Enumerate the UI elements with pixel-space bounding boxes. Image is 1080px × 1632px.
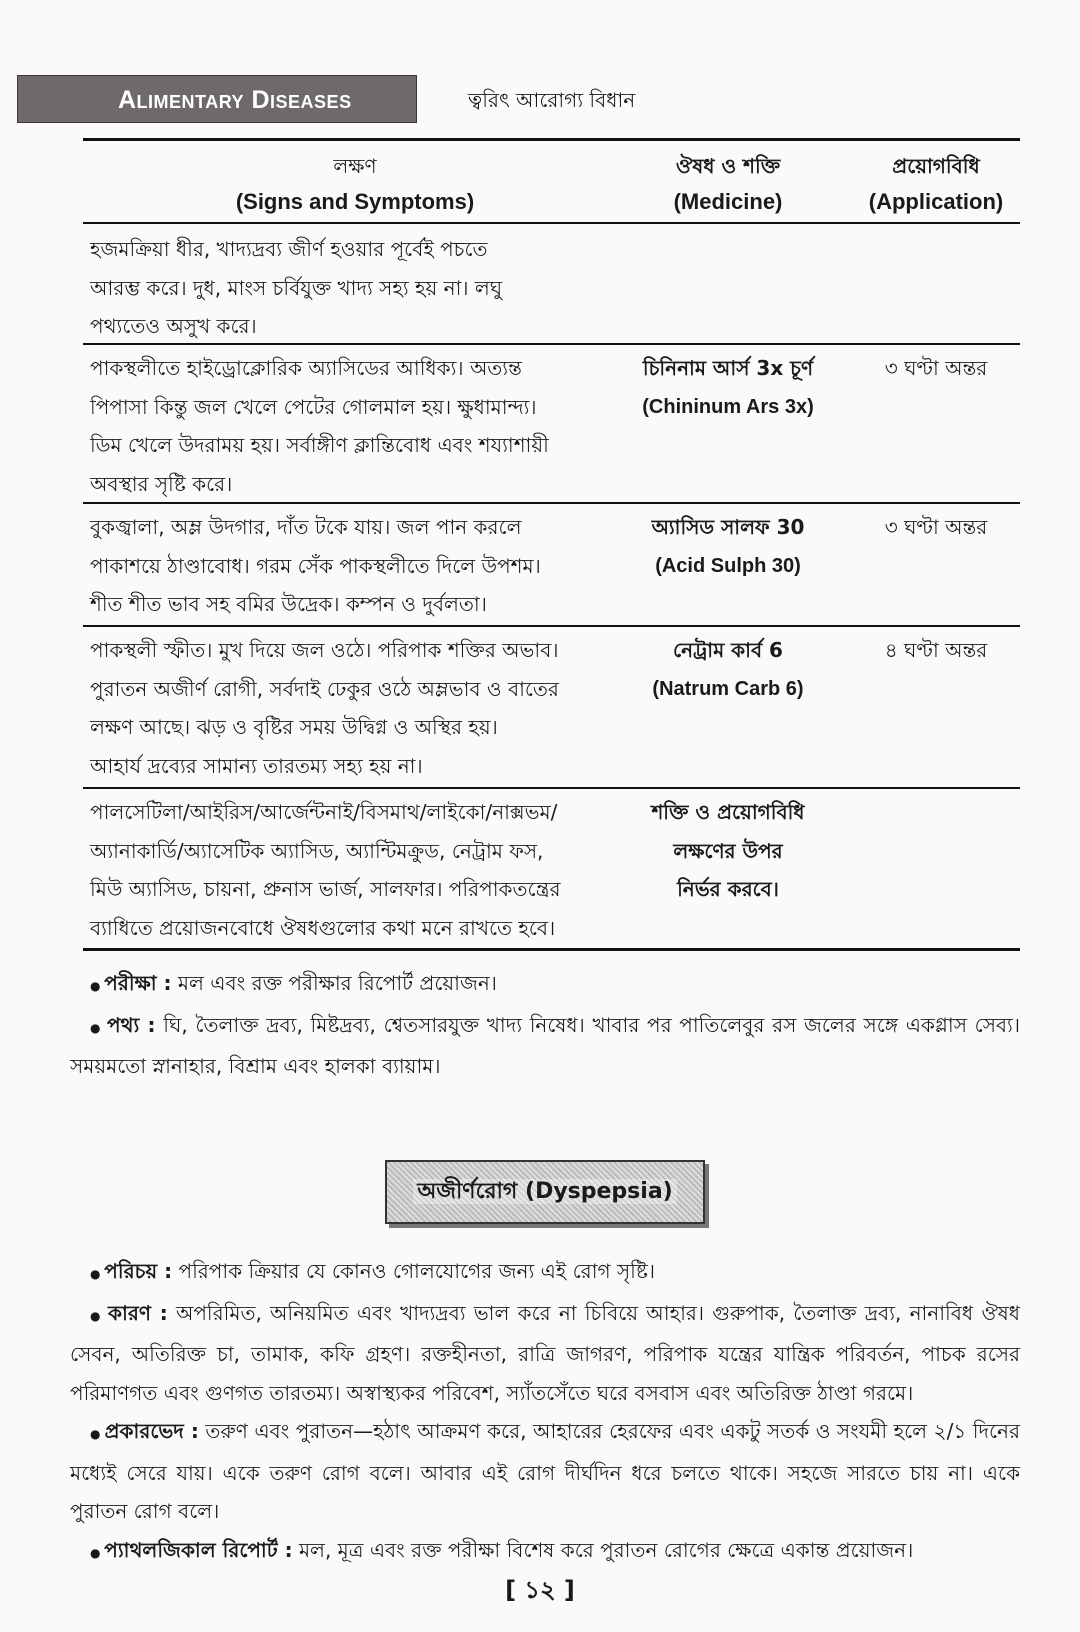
line: বুকজ্বালা, অম্ল উদগার, দাঁত টকে যায়। জল পান করলে (90, 515, 522, 539)
row-rule (83, 625, 1020, 627)
application-cell: ৩ ঘণ্টা অন্তর (884, 356, 988, 380)
bullet-icon: ● (90, 1427, 105, 1441)
symptoms-cell (90, 349, 620, 503)
symptoms-cell (90, 793, 620, 947)
paragraph (70, 1531, 1020, 1573)
paragraph (70, 1252, 1020, 1294)
bullet-icon: ● (90, 1545, 105, 1560)
line: পুরাতন অজীর্ণ রোগী, সর্বদাই ঢেকুর ওঠে অম্লভাব ও বাতের (90, 676, 559, 701)
line: ব্যাধিতে প্রয়োজনবোধে ঔষধগুলোর কথা মনে রাখতে হবে। (90, 915, 556, 940)
symptoms-cell (90, 631, 620, 785)
header-subtitle: ত্বরিৎ আরোগ্য বিধান (468, 88, 636, 112)
section-header-box: Alimentary Diseases (17, 75, 417, 123)
paragraph-text: মল, মূত্র এবং রক্ত পরীক্ষা বিশেষ করে পুরাতন রোগের ক্ষেত্রে একান্ত প্রয়োজন। (292, 1537, 914, 1562)
line: নেট্রাম কার্ব 6 (673, 638, 783, 662)
line: পালসেটিলা/আইরিস/আর্জেন্টনাই/বিসমাথ/লাইকো/নাক্সভম/ (90, 800, 558, 824)
col-en: (Application) (868, 189, 1004, 214)
line: শীত শীত ভাব সহ বমির উদ্রেক। কম্পন ও দুর্বলতা। (90, 592, 487, 616)
line: আরম্ভ করে। দুধ, মাংস চর্বিযুক্ত খাদ্য সহ্য হয় না। লঘু (90, 275, 503, 300)
line: আহার্য দ্রব্যের সামান্য তারতম্য সহ্য হয় না। (90, 753, 423, 778)
symptoms-cell (90, 508, 620, 624)
line: অ্যাসিড সালফ 30 (651, 515, 805, 539)
section-title: অজীর্ণরোগ (Dyspepsia) (413, 1179, 676, 1204)
page-number: [ ১২ ] (505, 1576, 575, 1604)
paragraph-text: মল এবং রক্ত পরীক্ষার রিপোর্ট প্রয়োজন। (171, 971, 497, 995)
paragraph-text: তরুণ এবং পুরাতন—হঠাৎ আক্রমণ করে, আহারের হেরফের এবং একটু সতর্ক ও সংযমী হলে ২/১ দিনের মধ্যেই সেরে যায়। একে তরুণ রোগ বলে। আবার এই রোগ দীর্ঘদিন ধরে চলতে থাকে। সহজে সারতে চায় না। একে পুরাতন রোগ বলে। (70, 1419, 1020, 1523)
medicine-cell (612, 349, 844, 426)
bullet-icon: ● (90, 1020, 107, 1035)
line: পাকস্থলীতে হাইড্রোক্লোরিক অ্যাসিডের আধিক্য। অত্যন্ত (90, 356, 522, 380)
bullet-icon: ● (90, 1308, 109, 1323)
symptoms-cell (90, 230, 620, 346)
medicine-cell (612, 631, 844, 708)
line: চিনিনাম আর্স 3x চূর্ণ (642, 356, 814, 380)
line: (Natrum Carb 6) (652, 677, 804, 700)
line: নির্ভর করবে। (677, 877, 779, 901)
line: পাকস্থলী স্ফীত। মুখ দিয়ে জল ওঠে। পরিপাক শক্তির অভাব। (90, 638, 559, 662)
paragraph-key: পথ্য : (106, 1012, 156, 1037)
col-bn: প্রয়োগবিধি (892, 154, 980, 178)
paragraph (70, 964, 1020, 1006)
col-header-medicine (612, 148, 844, 220)
paragraph-text: অপরিমিত, অনিয়মিত এবং খাদ্যদ্রব্য ভাল করে না চিবিয়ে আহার। গুরুপাক, তৈলাক্ত দ্রব্য, নানাবিধ ঔষধ সেবন, অতিরিক্ত চা, তামাক, কফি গ্রহণ। রক্তহীনতা, রাত্রি জাগরণ, পরিপাক যন্ত্রের যান্ত্রিক পরিবর্তন, পাচক রসের পরিমাণগত এবং গুণগত তারতম্য। অস্বাস্থ্যকর পরিবেশ, স্যাঁতসেঁতে ঘরে বসবাস এবং অতিরিক্ত ঠাণ্ডা গরমে। (70, 1300, 1020, 1405)
line: অবস্থার সৃষ্টি করে। (90, 471, 233, 496)
table-header-rule (83, 222, 1020, 224)
bullet-icon: ● (90, 979, 105, 993)
line: পথ্যতেও অসুখ করে। (90, 314, 257, 338)
line: শক্তি ও প্রয়োগবিধি (651, 800, 805, 824)
col-bn: ঔষধ ও শক্তি (675, 154, 781, 178)
paragraph (70, 1006, 1020, 1086)
line: ডিম খেলে উদরাময় হয়। সর্বাঙ্গীণ ক্লান্তিবোধ এবং শয্যাশায়ী (90, 433, 549, 457)
notes (70, 964, 1020, 1086)
application-cell: ৩ ঘণ্টা অন্তর (884, 515, 988, 539)
paragraph (70, 1412, 1020, 1531)
col-header-application (846, 148, 1026, 220)
paragraph-key: পরিচয় : (104, 1259, 173, 1283)
line: অ্যানাকার্ডি/অ্যাসেটিক অ্যাসিড, অ্যান্টিমক্রুড, নেট্রাম ফস, (90, 838, 544, 863)
medicine-cell (612, 793, 844, 909)
dyspepsia-title-box (385, 1160, 705, 1224)
paragraph-key: প্রকারভেদ : (104, 1419, 199, 1443)
line: হজমক্রিয়া ধীর, খাদ্যদ্রব্য জীর্ণ হওয়ার পূর্বেই পচতে (90, 237, 488, 261)
row-rule (83, 948, 1020, 951)
paragraph-text: ঘি, তৈলাক্ত দ্রব্য, মিষ্টদ্রব্য, শ্বেতসারযুক্ত খাদ্য নিষেধ। খাবার পর পাতিলেবুর রস জলের সঙ্গে একগ্লাস সেব্য। সময়মতো স্নানাহার, বিশ্রাম এবং হালকা ব্যায়াম। (70, 1012, 1020, 1078)
row-rule (83, 502, 1020, 504)
line: পাকাশয়ে ঠাণ্ডাবোধ। গরম সেঁক পাকস্থলীতে দিলে উপশম। (90, 553, 541, 578)
line: (Chininum Ars 3x) (642, 395, 814, 418)
row-rule (83, 787, 1020, 789)
paragraph-text: পরিপাক ক্রিয়ার যে কোনও গোলযোগের জন্য এই রোগ সৃষ্টি। (172, 1259, 656, 1283)
paragraph-key: কারণ : (108, 1300, 168, 1325)
line: লক্ষণ আছে। ঝড় ও বৃষ্টির সময় উদ্বিগ্ন ও অস্থির হয়। (90, 715, 498, 739)
dyspepsia-paragraphs (70, 1252, 1020, 1572)
line: (Acid Sulph 30) (655, 554, 801, 577)
col-en: (Signs and Symptoms) (235, 189, 475, 214)
col-header-symptoms (90, 148, 620, 220)
application-cell: ৪ ঘণ্টা অন্তর (884, 638, 988, 662)
paragraph (70, 1294, 1020, 1413)
bullet-icon: ● (90, 1267, 105, 1281)
medicine-cell (612, 508, 844, 585)
table-top-rule (83, 138, 1020, 141)
line: লক্ষণের উপর (673, 838, 783, 863)
col-en: (Medicine) (673, 189, 783, 214)
line: পিপাসা কিন্তু জল খেলে পেটের গোলমাল হয়। ক্ষুধামান্দ্য। (90, 394, 537, 419)
paragraph-key: প্যাথলজিকাল রিপোর্ট : (104, 1537, 293, 1562)
line: মিউ অ্যাসিড, চায়না, প্রুনাস ভার্জ, সালফার। পরিপাকতন্ত্রের (90, 877, 561, 901)
col-bn: লক্ষণ (333, 154, 377, 178)
row-rule (83, 343, 1020, 345)
paragraph-key: পরীক্ষা : (104, 971, 172, 995)
